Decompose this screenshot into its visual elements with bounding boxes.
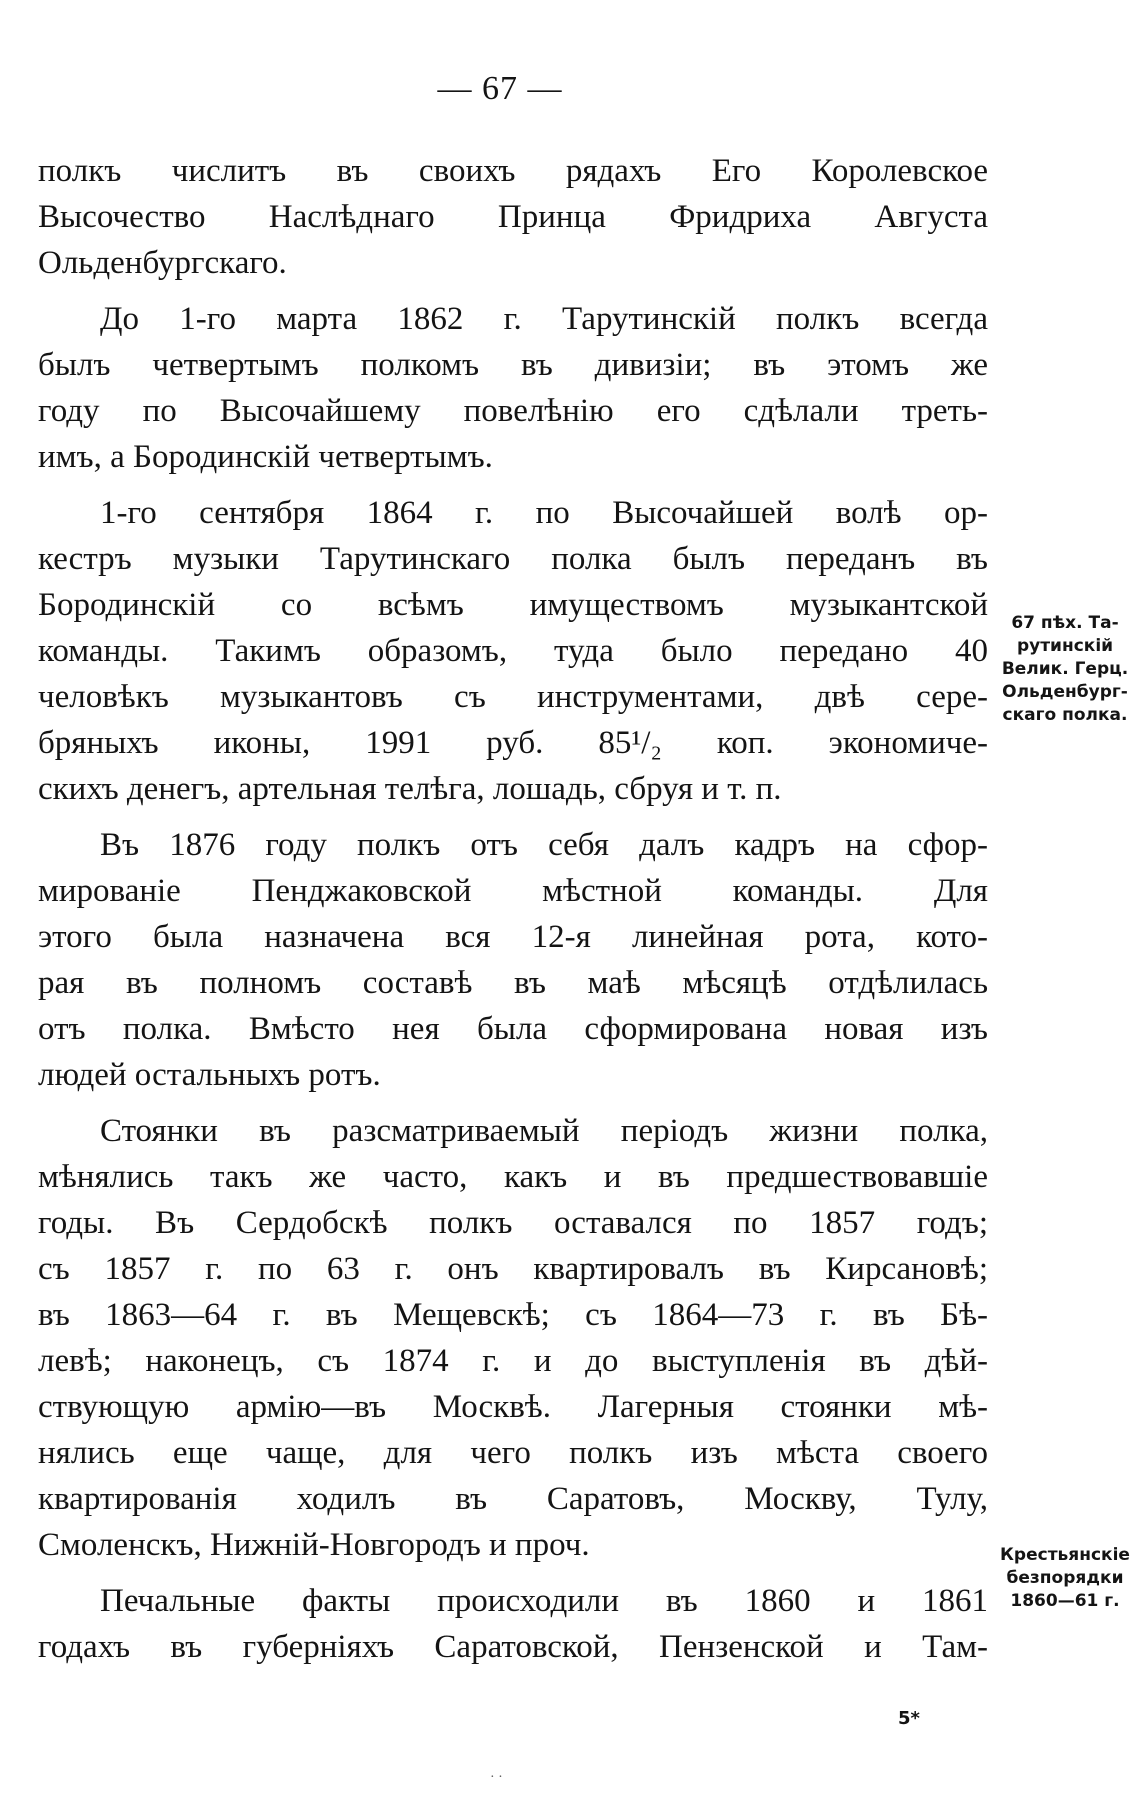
text-line: нялись еще чаще, для чего полкъ изъ мѣста своего [38,1435,988,1471]
text-line: имъ, а Бородинскій четвертымъ. [38,439,493,475]
text-line: команды. Такимъ образомъ, туда было передано 40 [38,633,988,669]
text-line: годы. Въ Сердобскѣ полкъ оставался по 1857 годъ; [38,1205,988,1241]
margin-note-peasant-unrest [992,1544,1138,1613]
paragraph-p2 [38,296,988,480]
margin-note-line: безпорядки [1006,1568,1124,1588]
paragraph-p1 [38,148,988,286]
text-line: До 1-го марта 1862 г. Тарутинскій полкъ всегда [100,301,988,337]
text-line: Высочество Наслѣднаго Принца Фридриха Августа [38,199,988,235]
paragraph-p3 [38,490,988,812]
margin-note-line: 67 пѣх. Та- [1011,613,1119,633]
text-line: съ 1857 г. по 63 г. онъ квартировалъ въ Кирсановѣ; [38,1251,988,1287]
text-line: Печальные факты происходили въ 1860 и 1861 [100,1583,988,1619]
margin-note-line: Ольденбург- [1002,682,1128,702]
signature-mark: 5* [898,1708,920,1729]
text-line: Ольденбургскаго. [38,245,287,281]
text-line: Бородинскій со всѣмъ имуществомъ музыкантской [38,587,988,623]
text-line: мированіе Пенджаковской мѣстной команды. Для [38,873,988,909]
margin-note-line: рутинскій [1016,636,1114,656]
text-line: рая въ полномъ составѣ въ маѣ мѣсяцѣ отдѣлилась [38,965,988,1001]
print-speck: · · [490,1770,503,1785]
text-line: году по Высочайшему повелѣнію его сдѣлали треть- [38,393,988,429]
margin-note-line: Велик. Герц. [1001,659,1129,679]
text-line: былъ четвертымъ полкомъ въ дивизіи; въ этомъ же [38,347,988,383]
text-line: скихъ денегъ, артельная телѣга, лошадь, сбруя и т. п. [38,771,782,807]
text-line: Въ 1876 году полкъ отъ себя далъ кадръ на сфор- [100,827,988,863]
paragraph-p6 [38,1578,988,1670]
text-line: отъ полка. Вмѣсто нея была сформирована новая изъ [38,1011,988,1047]
text-line: полкъ числитъ въ своихъ рядахъ Его Королевское [38,153,988,189]
text-line: годахъ въ губерніяхъ Саратовской, Пензенской и Там- [38,1629,988,1665]
text-line: кестръ музыки Тарутинскаго полка былъ переданъ въ [38,541,988,577]
margin-note-line: 1860—61 г. [1010,1591,1120,1611]
text-line: квартированія ходилъ въ Саратовъ, Москву, Тулу, [38,1481,988,1517]
text-line: Стоянки въ разсматриваемый періодъ жизни полка, [100,1113,988,1149]
page-number: — 67 — [437,70,563,107]
text-line: бряныхъ иконы, 1991 руб. 85¹/₂ коп. экономиче- [38,725,988,761]
text-line: левѣ; наконецъ, съ 1874 г. и до выступленія въ дѣй- [38,1343,988,1379]
text-line: этого была назначена вся 12-я линейная рота, кото- [38,919,988,955]
paragraph-p5 [38,1108,988,1568]
text-line: ствующую армію—въ Москвѣ. Лагерныя стоянки мѣ- [38,1389,988,1425]
text-line: Смоленскъ, Нижній-Новгородъ и проч. [38,1527,590,1563]
margin-note-regiment [992,612,1138,727]
text-line: въ 1863—64 г. въ Мещевскѣ; съ 1864—73 г. въ Бѣ- [38,1297,988,1333]
margin-note-line: скаго полка. [1002,705,1128,725]
body-text [38,148,988,1680]
text-line: человѣкъ музыкантовъ съ инструментами, двѣ сере- [38,679,988,715]
text-line: мѣнялись такъ же часто, какъ и въ предшествовавшіе [38,1159,988,1195]
paragraph-p4 [38,822,988,1098]
text-line: 1-го сентября 1864 г. по Высочайшей волѣ ор- [100,495,988,531]
margin-note-line: Крестьянскіе [1000,1545,1130,1565]
text-line: людей остальныхъ ротъ. [38,1057,381,1093]
